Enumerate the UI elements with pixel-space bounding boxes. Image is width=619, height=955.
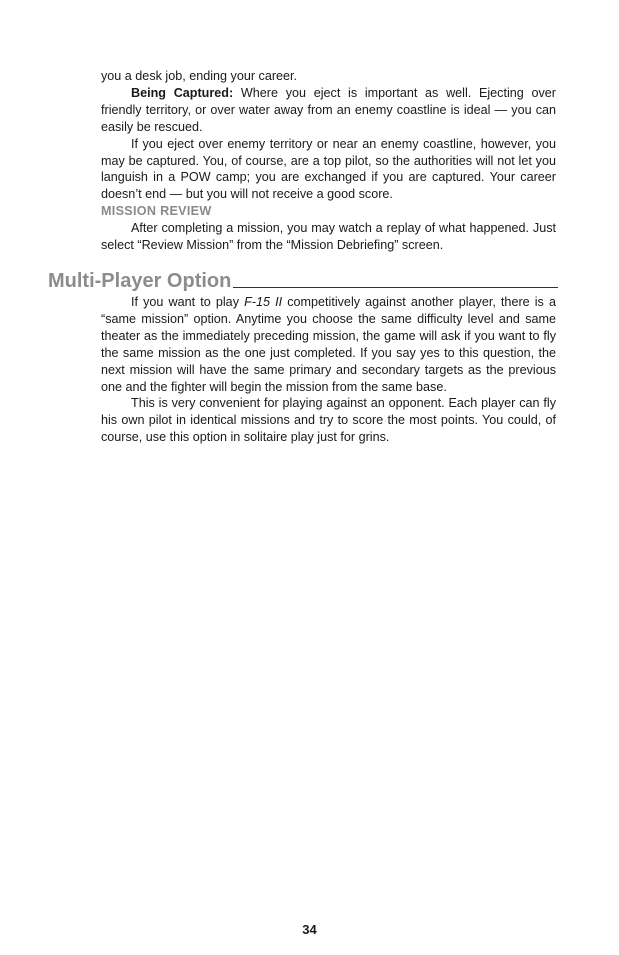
page-number: 34 xyxy=(302,922,317,937)
top-text-block xyxy=(101,68,556,254)
same-mission-intro: If you want to play xyxy=(131,295,245,309)
being-captured-label: Being Captured: xyxy=(131,85,234,100)
being-captured-text: Where you eject is important as well. Ejecting over friendly territory, or over water away from an enemy coastline is ideal — you can easily be rescued. xyxy=(101,85,556,134)
same-mission-paragraph xyxy=(101,294,556,395)
section-rule xyxy=(233,287,558,288)
mission-review-paragraph: After completing a mission, you may watch a replay of what happened. Just select “Review Mission” from the “Mission Debriefing” screen. xyxy=(101,221,556,253)
being-captured-paragraph xyxy=(101,85,556,136)
carryover-line: you a desk job, ending your career. xyxy=(101,69,298,83)
enemy-territory-paragraph: If you eject over enemy territory or near an enemy coastline, however, you may be captured. You, of course, are a top pilot, so the authorities will not let you languish in a POW camp; you are exchanged if you are captured. Your career doesn’t end — but you will not receive a good score. xyxy=(101,136,556,202)
section-title: Multi-Player Option xyxy=(48,270,232,292)
same-mission-text: competitively against another player, there is a “same mission” option. Anytime you choose the same difficulty level and same theater as the immediately preceding mission, the game will ask if you want to fly the same mission as the one just completed. If you say yes to this question, the next mission will have the same primary and secondary targets as the previous one and the fighter will begin the mission from the same base. xyxy=(101,295,556,394)
mission-review-heading: MISSION REVIEW xyxy=(101,204,212,219)
section-heading xyxy=(48,266,558,292)
opponent-paragraph: This is very convenient for playing against an opponent. Each player can fly his own pilot in identical missions and try to score the most points. You could, of course, use this option in solitaire play just for grins. xyxy=(101,396,556,445)
multiplayer-text-block xyxy=(101,294,556,446)
game-title: F-15 II xyxy=(244,295,283,309)
